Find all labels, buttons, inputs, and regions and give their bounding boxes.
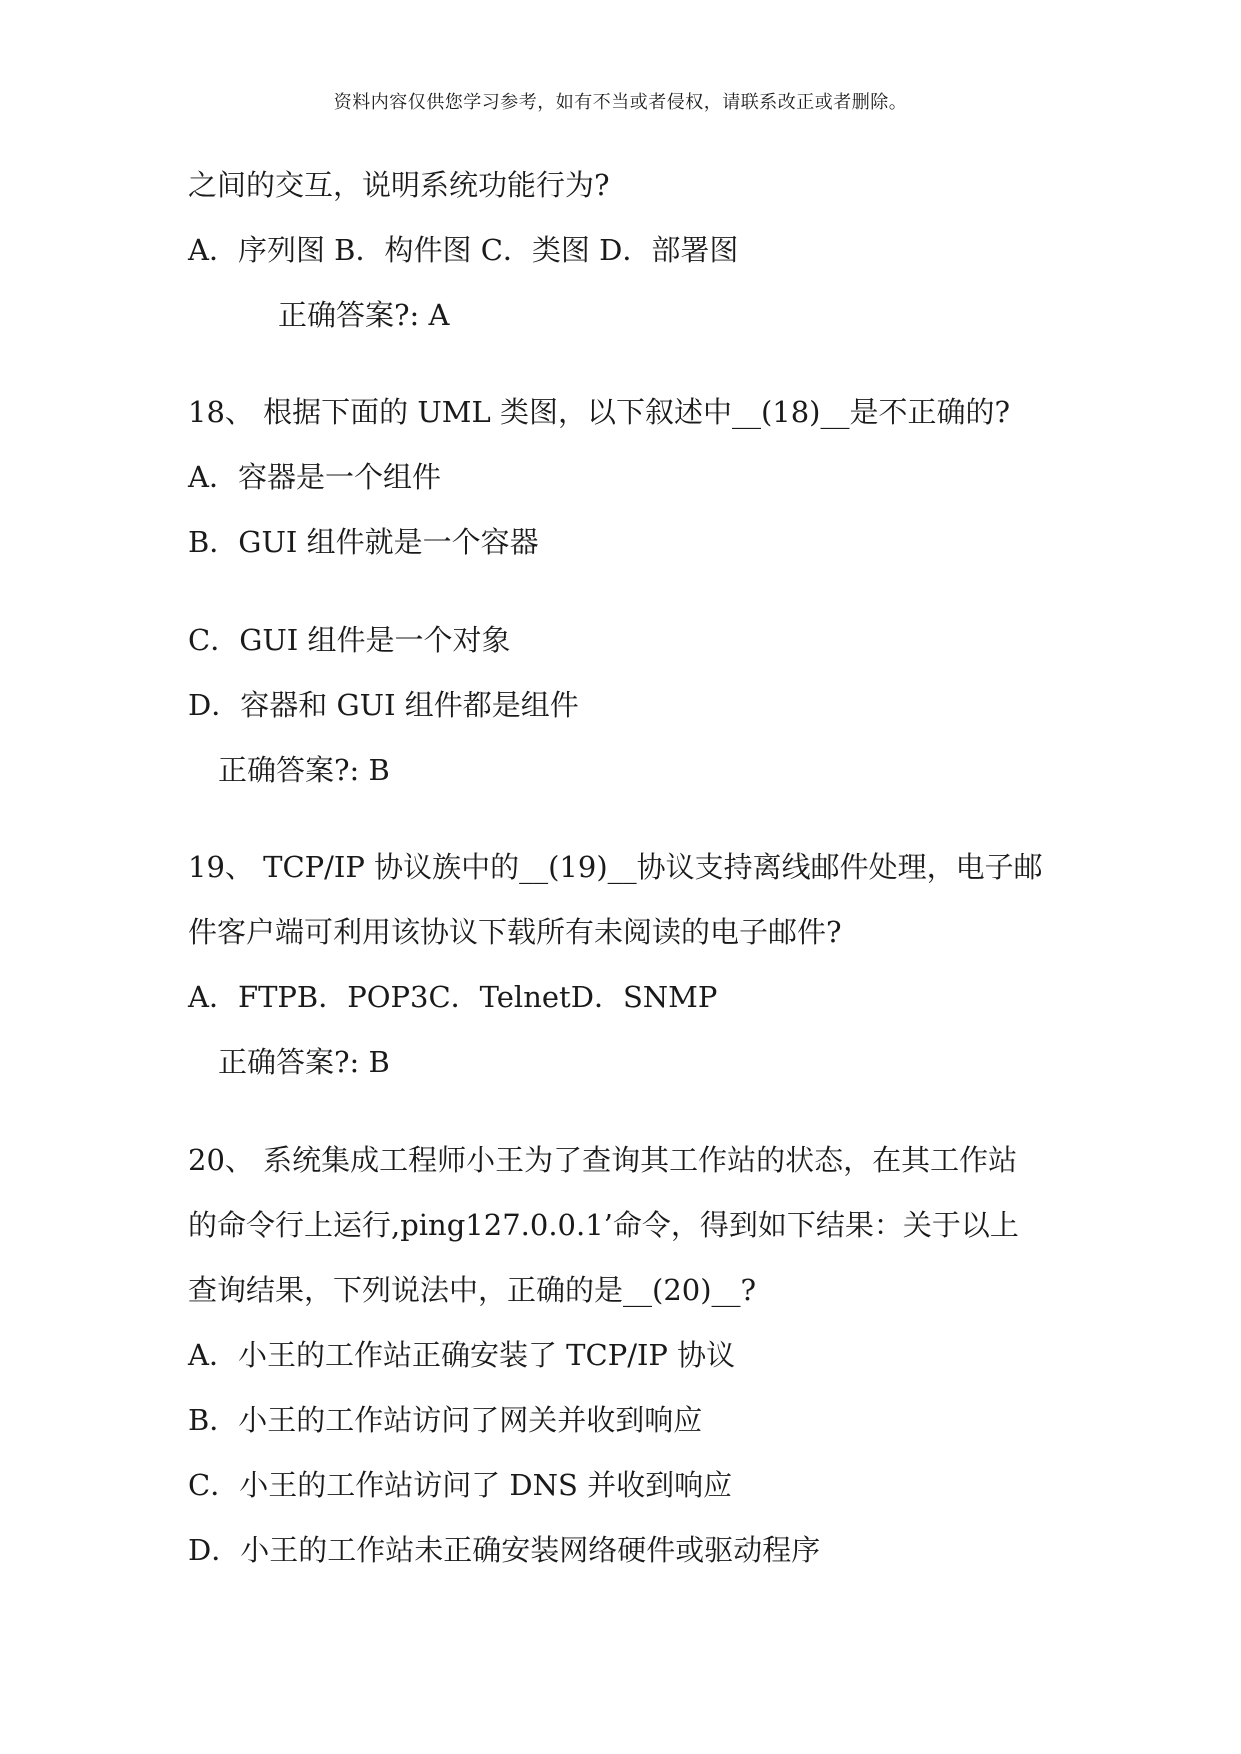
question-17-answer: 正确答案?: A xyxy=(278,298,450,332)
question-19-stem-line-2: 件客户端可利用该协议下载所有未阅读的电子邮件? xyxy=(188,915,842,949)
question-20-option-b: B．小王的工作站访问了网关并收到响应 xyxy=(188,1403,703,1437)
question-20-option-d: D．小王的工作站未正确安装网络硬件或驱动程序 xyxy=(188,1533,821,1567)
question-18-option-c: C．GUI 组件是一个对象 xyxy=(188,623,511,657)
question-20-stem-line-1: 20、 系统集成工程师小王为了查询其工作站的状态，在其工作站 xyxy=(188,1143,1018,1177)
question-17-stem-end: 之间的交互，说明系统功能行为? xyxy=(188,168,610,202)
question-20-stem-line-2: 的命令行上运行,ping127.0.0.1’命令，得到如下结果：关于以上 xyxy=(188,1208,1019,1242)
question-17-options: A．序列图 B．构件图 C．类图 D．部署图 xyxy=(188,233,739,267)
question-18-stem: 18、 根据下面的 UML 类图，以下叙述中__(18)__是不正确的? xyxy=(188,395,1011,429)
question-18-option-a: A．容器是一个组件 xyxy=(188,460,441,494)
question-18-option-d: D．容器和 GUI 组件都是组件 xyxy=(188,688,579,722)
question-19-options: A．FTPB．POP3C．TelnetD．SNMP xyxy=(188,980,718,1014)
question-18-option-b: B．GUI 组件就是一个容器 xyxy=(188,525,539,559)
question-19-answer: 正确答案?: B xyxy=(218,1045,390,1079)
question-18-answer: 正确答案?: B xyxy=(218,753,390,787)
question-20-stem-line-3: 查询结果，下列说法中，正确的是__(20)__? xyxy=(188,1273,757,1307)
question-20-option-c: C．小王的工作站访问了 DNS 并收到响应 xyxy=(188,1468,733,1502)
header-disclaimer: 资料内容仅供您学习参考，如有不当或者侵权，请联系改正或者删除。 xyxy=(333,92,908,113)
question-19-stem-line-1: 19、 TCP/IP 协议族中的__(19)__协议支持离线邮件处理，电子邮 xyxy=(188,850,1043,884)
question-20-option-a: A．小王的工作站正确安装了 TCP/IP 协议 xyxy=(188,1338,736,1372)
